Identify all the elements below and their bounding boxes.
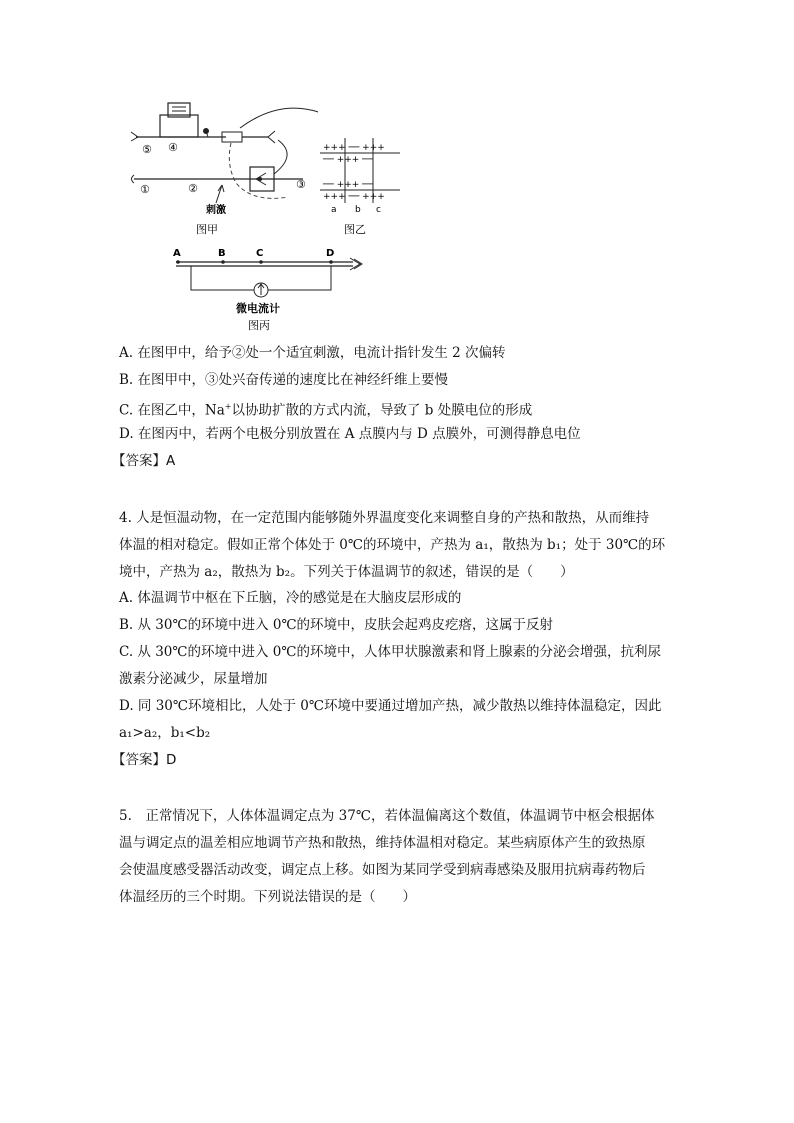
q4-option-d-1: D. 同 30℃环境相比，人处于 0℃环境中要通过增加产热，减少散热以维持体温稳定，因此 <box>119 698 662 714</box>
q3-option-b: B. 在图甲中，③处兴奋传递的速度比在神经纤维上要慢 <box>119 372 449 388</box>
yi-b: b <box>355 205 361 215</box>
figure-yi <box>318 138 408 238</box>
bing-A: A <box>173 248 181 259</box>
q3-option-c: C. 在图乙中，Na+以协助扩散的方式内流，导致了 b 处膜电位的形成 <box>119 402 533 419</box>
yi-row1-bot: ── +++ ── <box>323 155 374 165</box>
q5-stem-1: 5. 正常情况下，人体体温调定点为 37℃，若体温偏离这个数值，体温调节中枢会根据体 <box>119 808 655 824</box>
q4-option-b: B. 从 30℃的环境中进入 0℃的环境中，皮肤会起鸡皮疙瘩，这属于反射 <box>119 617 554 633</box>
q5-stem-3: 会使温度感受器活动改变，调定点上移。如图为某同学受到病毒感染及服用抗病毒药物后 <box>119 862 646 878</box>
meter-label: 微电流计 <box>236 302 280 315</box>
figure-bing <box>168 245 368 335</box>
caption-yi: 图乙 <box>344 223 366 236</box>
q5-stem-2: 温与调定点的温差相应地调节产热和散热，维持体温相对稳定。某些病原体产生的致热原 <box>119 835 646 851</box>
q4-stem-2: 体温的相对稳定。假如正常个体处于 0℃的环境中，产热为 a₁，散热为 b₁；处于 30℃的环 <box>119 537 666 553</box>
q3-answer: 【答案】A <box>112 453 176 469</box>
label-5: ⑤ <box>142 143 152 156</box>
q4-stem-3: 境中，产热为 a₂，散热为 b₂。下列关于体温调节的叙述，错误的是（ ） <box>119 564 574 580</box>
label-2: ② <box>188 182 198 195</box>
q4-stem-1: 4. 人是恒温动物，在一定范围内能够随外界温度变化来调整自身的产热和散热，从而维持 <box>119 510 650 526</box>
q4-option-d-2: a₁>a₂，b₁<b₂ <box>119 725 211 741</box>
q4-option-a: A. 体温调节中枢在下丘脑，冷的感觉是在大脑皮层形成的 <box>119 590 462 606</box>
bing-C: C <box>256 248 264 259</box>
q5-stem-4: 体温经历的三个时期。下列说法错误的是（ ） <box>119 889 416 905</box>
figure-jia <box>128 95 318 240</box>
caption-bing: 图丙 <box>248 319 270 332</box>
yi-c: c <box>376 205 381 215</box>
yi-row2-bot: +++ ── +++ <box>323 192 385 202</box>
label-3: ③ <box>296 178 306 191</box>
q3-option-a: A. 在图甲中，给予②处一个适宜刺激，电流计指针发生 2 次偏转 <box>119 345 506 361</box>
bing-B: B <box>218 248 226 259</box>
q4-option-c-2: 激素分泌减少，尿量增加 <box>119 671 268 687</box>
q3-option-d: D. 在图丙中，若两个电极分别放置在 A 点膜内与 D 点膜外，可测得静息电位 <box>119 426 581 442</box>
yi-a: a <box>331 205 337 215</box>
q4-answer: 【答案】D <box>112 752 177 768</box>
caption-jia: 图甲 <box>196 223 218 236</box>
yi-row1-top: +++ ── +++ <box>323 143 385 153</box>
label-1: ① <box>140 183 150 196</box>
label-stimulus: 刺激 <box>206 205 226 216</box>
yi-row2-top: ── +++ ── <box>323 180 374 190</box>
label-4: ④ <box>168 141 178 154</box>
bing-D: D <box>326 248 335 259</box>
q4-option-c-1: C. 从 30℃的环境中进入 0℃的环境中，人体甲状腺激素和肾上腺素的分泌会增强，抗利尿 <box>119 644 661 660</box>
